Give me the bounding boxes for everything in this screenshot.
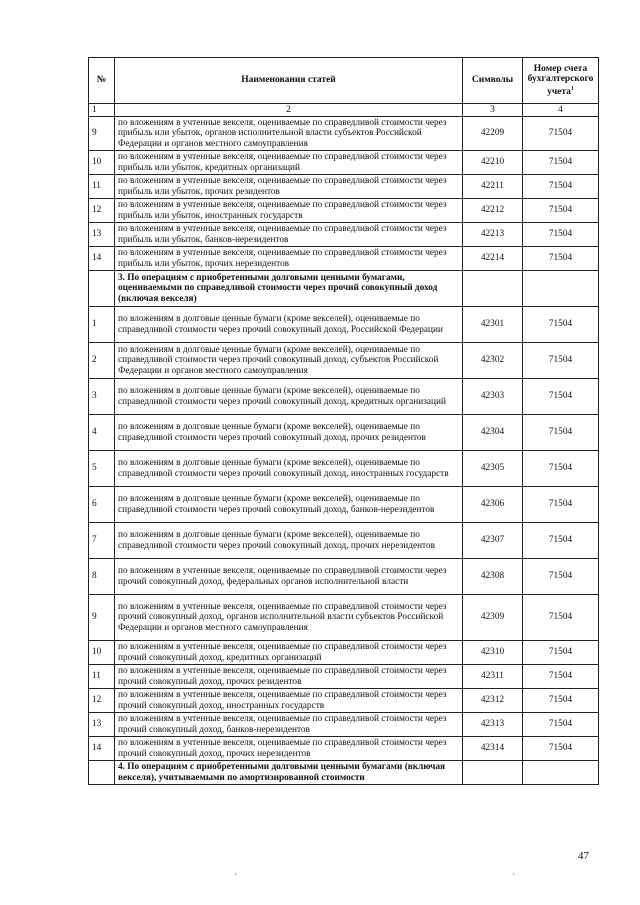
row-number: 12	[89, 199, 115, 223]
row-symbol: 42311	[463, 665, 523, 689]
table-row	[89, 689, 599, 713]
row-symbol: 42306	[463, 487, 523, 523]
table-row	[89, 415, 599, 451]
row-account: 71504	[523, 559, 599, 595]
row-account: 71504	[523, 713, 599, 737]
row-account: 71504	[523, 247, 599, 271]
table-row	[89, 595, 599, 641]
row-number: 7	[89, 523, 115, 559]
row-symbol: 42301	[463, 307, 523, 343]
section-row	[89, 761, 599, 785]
row-name: по вложениям в учтенные векселя, оцениваемые по справедливой стоимости через прочий совокупный доход, кредитных организаций	[115, 641, 463, 665]
row-name: 3. По операциям с приобретенными долговыми ценными бумагами, оцениваемыми по справедливой стоимости через прочий совокупный доход (включая векселя)	[115, 271, 463, 307]
row-symbol: 42314	[463, 737, 523, 761]
row-symbol: 42312	[463, 689, 523, 713]
accounts-table	[88, 57, 599, 785]
row-number: 14	[89, 737, 115, 761]
row-number: 11	[89, 175, 115, 199]
row-name: по вложениям в учтенные векселя, оцениваемые по справедливой стоимости через прочий совокупный доход, прочих резидентов	[115, 665, 463, 689]
header-account-footnote: 1	[570, 86, 574, 93]
row-name: по вложениям в учтенные векселя, оцениваемые по справедливой стоимости через прочий совокупный доход, иностранных государств	[115, 689, 463, 713]
header-name: Наименования статей	[115, 58, 463, 104]
row-symbol: 42303	[463, 379, 523, 415]
index-cell-1: 1	[89, 104, 115, 117]
table-row	[89, 559, 599, 595]
row-account: 71504	[523, 415, 599, 451]
row-number: 10	[89, 641, 115, 665]
row-account: 71504	[523, 665, 599, 689]
row-account: 71504	[523, 487, 599, 523]
row-symbol: 42210	[463, 151, 523, 175]
row-name: по вложениям в учтенные векселя, оцениваемые по справедливой стоимости через прочий совокупный доход, федеральных органов исполнительной власти	[115, 559, 463, 595]
row-account: 71504	[523, 343, 599, 379]
row-number: 8	[89, 559, 115, 595]
row-name: по вложениям в долговые ценные бумаги (кроме векселей), оцениваемые по справедливой стоимости через прочий совокупный доход, банков-нерезидентов	[115, 487, 463, 523]
row-name: по вложениям в учтенные векселя, оцениваемые по справедливой стоимости через прибыль или убыток, банков-нерезидентов	[115, 223, 463, 247]
header-symbol: Символы	[463, 58, 523, 104]
row-symbol: 42310	[463, 641, 523, 665]
row-name: по вложениям в учтенные векселя, оцениваемые по справедливой стоимости через прочий совокупный доход, прочих нерезидентов	[115, 737, 463, 761]
row-symbol	[463, 271, 523, 307]
section-row	[89, 271, 599, 307]
row-number: 13	[89, 713, 115, 737]
row-number: 2	[89, 343, 115, 379]
row-symbol: 42212	[463, 199, 523, 223]
table-row	[89, 713, 599, 737]
table-row	[89, 223, 599, 247]
row-name: по вложениям в учтенные векселя, оцениваемые по справедливой стоимости через прибыль или убыток, прочих нерезидентов	[115, 247, 463, 271]
row-name: 4. По операциям с приобретенными долговыми ценными бумагами (включая векселя), учитываемыми по амортизированной стоимости	[115, 761, 463, 785]
footer-mark-left: `	[234, 873, 238, 884]
row-symbol	[463, 761, 523, 785]
page-number: 47	[578, 850, 589, 862]
table-row	[89, 487, 599, 523]
row-name: по вложениям в учтенные векселя, оцениваемые по справедливой стоимости через прибыль или убыток, иностранных государств	[115, 199, 463, 223]
row-symbol: 42213	[463, 223, 523, 247]
row-account: 71504	[523, 451, 599, 487]
header-num: №	[89, 58, 115, 104]
row-account: 71504	[523, 175, 599, 199]
table-row	[89, 151, 599, 175]
row-name: по вложениям в учтенные векселя, оцениваемые по справедливой стоимости через прибыль или убыток, органов исполнительной власти субъектов Российской Федерации и органов местного самоуправления	[115, 117, 463, 151]
row-name: по вложениям в учтенные векселя, оцениваемые по справедливой стоимости через прибыль или убыток, кредитных организаций	[115, 151, 463, 175]
row-name: по вложениям в учтенные векселя, оцениваемые по справедливой стоимости через прибыль или убыток, прочих резидентов	[115, 175, 463, 199]
row-name: по вложениям в долговые ценные бумаги (кроме векселей), оцениваемые по справедливой стоимости через прочий совокупный доход, Российской Федерации	[115, 307, 463, 343]
row-number: 5	[89, 451, 115, 487]
table-row	[89, 199, 599, 223]
row-symbol: 42304	[463, 415, 523, 451]
index-cell-4: 4	[523, 104, 599, 117]
table-row	[89, 307, 599, 343]
row-symbol: 42209	[463, 117, 523, 151]
row-symbol: 42211	[463, 175, 523, 199]
row-account: 71504	[523, 689, 599, 713]
index-row	[89, 104, 599, 117]
row-number: 4	[89, 415, 115, 451]
row-account: 71504	[523, 307, 599, 343]
row-name: по вложениям в долговые ценные бумаги (кроме векселей), оцениваемые по справедливой стоимости через прочий совокупный доход, иностранных государств	[115, 451, 463, 487]
table-row	[89, 175, 599, 199]
row-number	[89, 271, 115, 307]
table-row	[89, 343, 599, 379]
row-account: 71504	[523, 117, 599, 151]
index-cell-2: 2	[115, 104, 463, 117]
row-number: 9	[89, 595, 115, 641]
row-account: 71504	[523, 737, 599, 761]
row-account: 71504	[523, 379, 599, 415]
row-number: 6	[89, 487, 115, 523]
row-account: 71504	[523, 523, 599, 559]
table-body	[89, 117, 599, 785]
row-name: по вложениям в долговые ценные бумаги (кроме векселей), оцениваемые по справедливой стоимости через прочий совокупный доход, прочих резидентов	[115, 415, 463, 451]
row-account	[523, 271, 599, 307]
row-name: по вложениям в долговые ценные бумаги (кроме векселей), оцениваемые по справедливой стоимости через прочий совокупный доход, субъектов Российской Федерации и органов местного самоуправления	[115, 343, 463, 379]
table-row	[89, 117, 599, 151]
table-row	[89, 737, 599, 761]
footer-mark-right: `	[512, 873, 516, 884]
row-number: 13	[89, 223, 115, 247]
row-number: 14	[89, 247, 115, 271]
table-row	[89, 247, 599, 271]
row-account: 71504	[523, 223, 599, 247]
row-symbol: 42313	[463, 713, 523, 737]
header-account	[523, 58, 599, 104]
header-account-line1: Номер счета	[533, 63, 588, 74]
header-account-line3: учета	[547, 87, 571, 98]
row-symbol: 42214	[463, 247, 523, 271]
row-name: по вложениям в учтенные векселя, оцениваемые по справедливой стоимости через прочий совокупный доход, банков-нерезидентов	[115, 713, 463, 737]
table-row	[89, 641, 599, 665]
header-row	[89, 58, 599, 104]
row-number: 11	[89, 665, 115, 689]
row-number	[89, 761, 115, 785]
row-symbol: 42305	[463, 451, 523, 487]
row-account: 71504	[523, 595, 599, 641]
row-symbol: 42307	[463, 523, 523, 559]
row-number: 9	[89, 117, 115, 151]
row-number: 1	[89, 307, 115, 343]
row-symbol: 42308	[463, 559, 523, 595]
row-name: по вложениям в долговые ценные бумаги (кроме векселей), оцениваемые по справедливой стоимости через прочий совокупный доход, кредитных организаций	[115, 379, 463, 415]
header-account-line2: бухгалтерского	[527, 73, 594, 84]
table-row	[89, 665, 599, 689]
row-account: 71504	[523, 641, 599, 665]
row-number: 3	[89, 379, 115, 415]
table-row	[89, 451, 599, 487]
row-account	[523, 761, 599, 785]
table-row	[89, 523, 599, 559]
row-number: 10	[89, 151, 115, 175]
row-number: 12	[89, 689, 115, 713]
index-cell-3: 3	[463, 104, 523, 117]
row-name: по вложениям в учтенные векселя, оцениваемые по справедливой стоимости через прочий совокупный доход, органов исполнительной власти субъектов Российской Федерации и органов местного самоуправления	[115, 595, 463, 641]
table-row	[89, 379, 599, 415]
row-name: по вложениям в долговые ценные бумаги (кроме векселей), оцениваемые по справедливой стоимости через прочий совокупный доход, прочих нерезидентов	[115, 523, 463, 559]
row-symbol: 42302	[463, 343, 523, 379]
row-account: 71504	[523, 199, 599, 223]
row-account: 71504	[523, 151, 599, 175]
row-symbol: 42309	[463, 595, 523, 641]
